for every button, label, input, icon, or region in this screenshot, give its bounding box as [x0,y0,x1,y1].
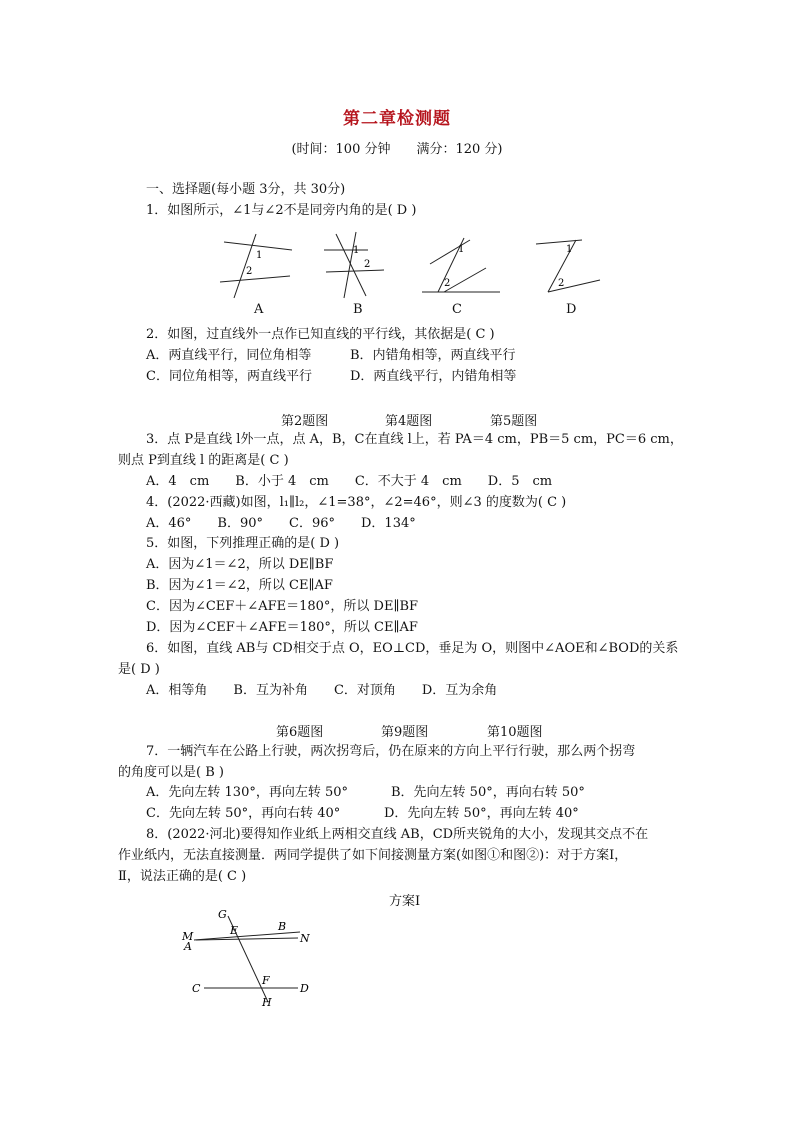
q8-label-e: E [230,924,239,937]
q1c-angle-1: 1 [458,244,465,255]
q1-option-b-label: B [353,302,363,317]
q1a-angle-2: 2 [246,266,253,277]
q1-option-c-label: C [452,302,462,317]
q3-options: A．4 cm B．小于 4 cm C．不大于 4 cm D．5 cm [146,474,553,489]
q7-option-a: A．先向左转 130°，再向左转 50° [146,785,349,800]
q8-stem-line3: Ⅱ，说法正确的是( C ) [118,869,247,884]
q2-option-a: A．两直线平行，同位角相等 [146,348,312,363]
q1-figure-a [216,232,300,300]
q1-option-a-label: A [254,302,264,317]
q8-label-h: H [262,996,272,1009]
caption-q2: 第2题图 [281,414,329,429]
q1b-angle-1: 1 [353,245,360,256]
exam-info: (时间：100 分钟 满分：120 分) [291,142,503,157]
q4-stem: 4．(2022·西藏)如图，l₁∥l₂，∠1=38°，∠2=46°，则∠3 的度数为( C ) [146,495,567,510]
q3-stem-line2: 则点 P到直线 l 的距离是( C ) [118,453,289,468]
q1a-angle-1: 1 [256,250,263,261]
q8-stem-line2: 作业纸内，无法直接测量．两同学提供了如下间接测量方案(如图①和图②)：对于方案Ⅰ， [118,848,628,863]
q7-stem-line2: 的角度可以是( B ) [118,765,224,780]
q1-figure-d [530,236,604,294]
q1c-angle-2: 2 [444,278,451,289]
q1-figure-b [322,230,394,300]
q7-option-d: D．先向左转 50°，再向左转 40° [384,806,579,821]
page-title: 第二章检测题 [343,109,451,129]
q8-label-g: G [218,908,227,921]
q8-stem-line1: 8．(2022·河北)要得知作业纸上两相交直线 AB，CD所夹锐角的大小，发现其交点不在 [146,827,649,842]
q2-stem: 2．如图，过直线外一点作已知直线的平行线，其依据是( C ) [146,327,495,342]
caption-q5: 第5题图 [490,414,538,429]
q6-stem-line1: 6．如图，直线 AB与 CD相交于点 O，EO⊥CD，垂足为 O，则图中∠AOE和∠BOD的关系 [146,641,679,656]
q3-stem-line1: 3．点 P是直线 l外一点，点 A，B，C在直线 l上，若 PA＝4 cm，PB＝5 cm，PC＝6 cm， [146,432,683,447]
plan-1-title: 方案Ⅰ [389,894,421,909]
q1d-angle-2: 2 [558,278,565,289]
q2-option-c: C．同位角相等，两直线平行 [146,369,312,384]
q8-label-b: B [278,920,287,933]
q1b-angle-2: 2 [364,259,371,270]
q6-stem-line2: 是( D ) [118,662,160,677]
q2-option-b: B．内错角相等，两直线平行 [350,348,516,363]
q5-option-a: A．因为∠1＝∠2，所以 DE∥BF [146,557,334,572]
q5-option-c: C．因为∠CEF＋∠AFE＝180°，所以 DE∥BF [146,599,419,614]
q1-option-d-label: D [566,302,577,317]
q8-label-c: C [192,982,201,995]
q4-options: A．46° B．90° C．96° D．134° [146,516,416,531]
q8-label-n: N [300,932,310,945]
q5-stem: 5．如图，下列推理正确的是( D ) [146,536,340,551]
q1-figure-c [420,234,502,296]
q5-option-b: B．因为∠1＝∠2，所以 CE∥AF [146,578,333,593]
q7-option-c: C．先向左转 50°，再向右转 40° [146,806,341,821]
q2-option-d: D．两直线平行，内错角相等 [350,369,517,384]
q8-label-a: A [184,940,192,953]
q7-option-b: B．先向左转 50°，再向右转 50° [391,785,585,800]
caption-q10: 第10题图 [487,725,543,740]
q5-option-d: D．因为∠CEF＋∠AFE＝180°，所以 CE∥AF [146,620,418,635]
q8-label-m: M [182,930,194,943]
q8-label-d: D [300,982,309,995]
caption-q9: 第9题图 [381,725,429,740]
q7-stem-line1: 7．一辆汽车在公路上行驶，两次拐弯后，仍在原来的方向上平行行驶，那么两个拐弯 [146,744,636,759]
caption-q4: 第4题图 [385,414,433,429]
q8-label-f: F [262,974,270,987]
caption-q6: 第6题图 [276,725,324,740]
section-heading: 一、选择题(每小题 3分，共 30分) [146,182,346,197]
q8-plan1-figure [176,906,326,1012]
q1-stem: 1．如图所示，∠1与∠2不是同旁内角的是( D ) [146,203,417,218]
q1d-angle-1: 1 [566,244,573,255]
q6-options: A．相等角 B．互为补角 C．对顶角 D．互为余角 [146,683,498,698]
